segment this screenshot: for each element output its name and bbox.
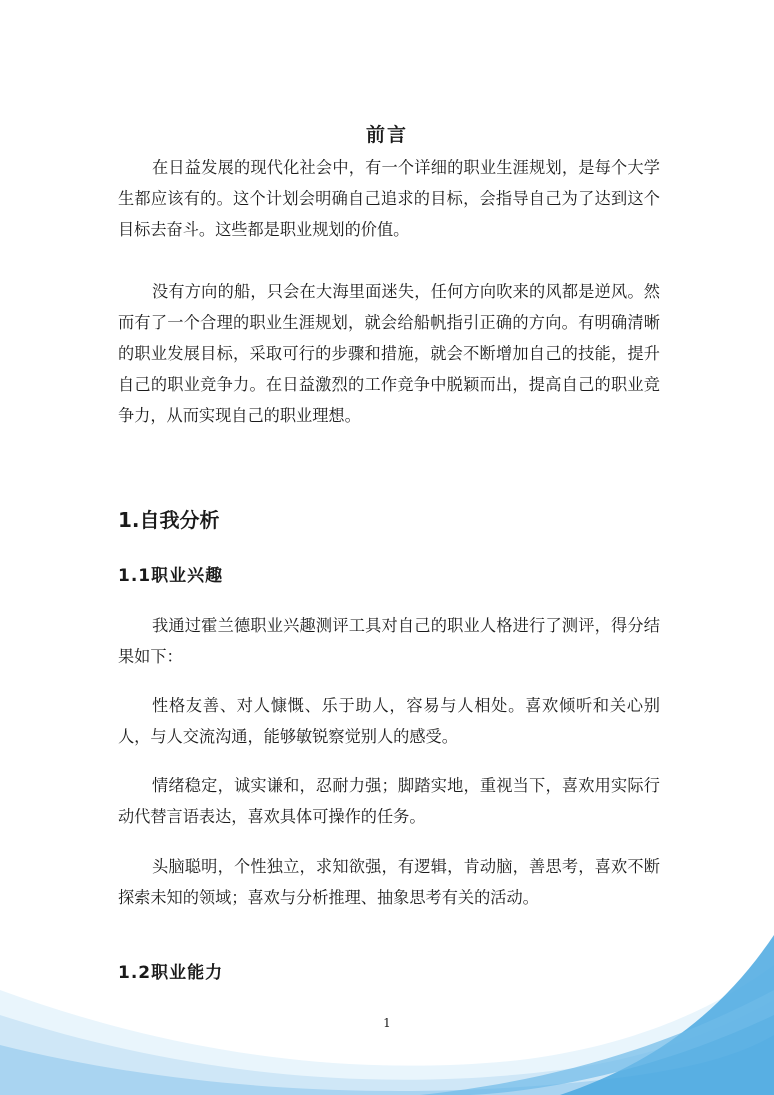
interest-paragraph-3: 情绪稳定，诚实谦和，忍耐力强；脚踏实地，重视当下，喜欢用实际行动代替言语表达，喜欢具体可操作的任务。 <box>118 776 660 826</box>
interest-paragraph-1: 我通过霍兰德职业兴趣测评工具对自己的职业人格进行了测评，得分结果如下： <box>118 616 660 666</box>
interest-paragraph-4: 头脑聪明，个性独立，求知欲强，有逻辑，肯动脑，善思考，喜欢不断探索未知的领域；喜欢与分析推理、抽象思考有关的活动。 <box>118 857 660 907</box>
section-heading-self-analysis: 1.自我分析 <box>118 508 220 532</box>
subsection-heading-career-ability: 1.2职业能力 <box>118 963 224 983</box>
preface-paragraph-1: 在日益发展的现代化社会中，有一个详细的职业生涯规划，是每个大学生都应该有的。这个计划会明确自己追求的目标，会指导自己为了达到这个目标去奋斗。这些都是职业规划的价值。 <box>118 158 660 239</box>
page-title: 前言 <box>365 124 408 146</box>
interest-paragraph-2: 性格友善、对人慷慨、乐于助人，容易与人相处。喜欢倾听和关心别人，与人交流沟通，能够敏锐察觉别人的感受。 <box>118 696 660 746</box>
decorative-wave <box>0 895 774 1095</box>
subsection-heading-career-interest: 1.1职业兴趣 <box>118 566 224 586</box>
page-number: 1 <box>383 1016 391 1030</box>
preface-paragraph-2: 没有方向的船，只会在大海里面迷失，任何方向吹来的风都是逆风。然而有了一个合理的职业生涯规划，就会给船帆指引正确的方向。有明确清晰的职业发展目标，采取可行的步骤和措施，就会不断增加自己的技能，提升自己的职业竞争力。在日益激烈的工作竞争中脱颖而出，提高自己的职业竞争力，从而实现自己的职业理想。 <box>118 282 660 425</box>
